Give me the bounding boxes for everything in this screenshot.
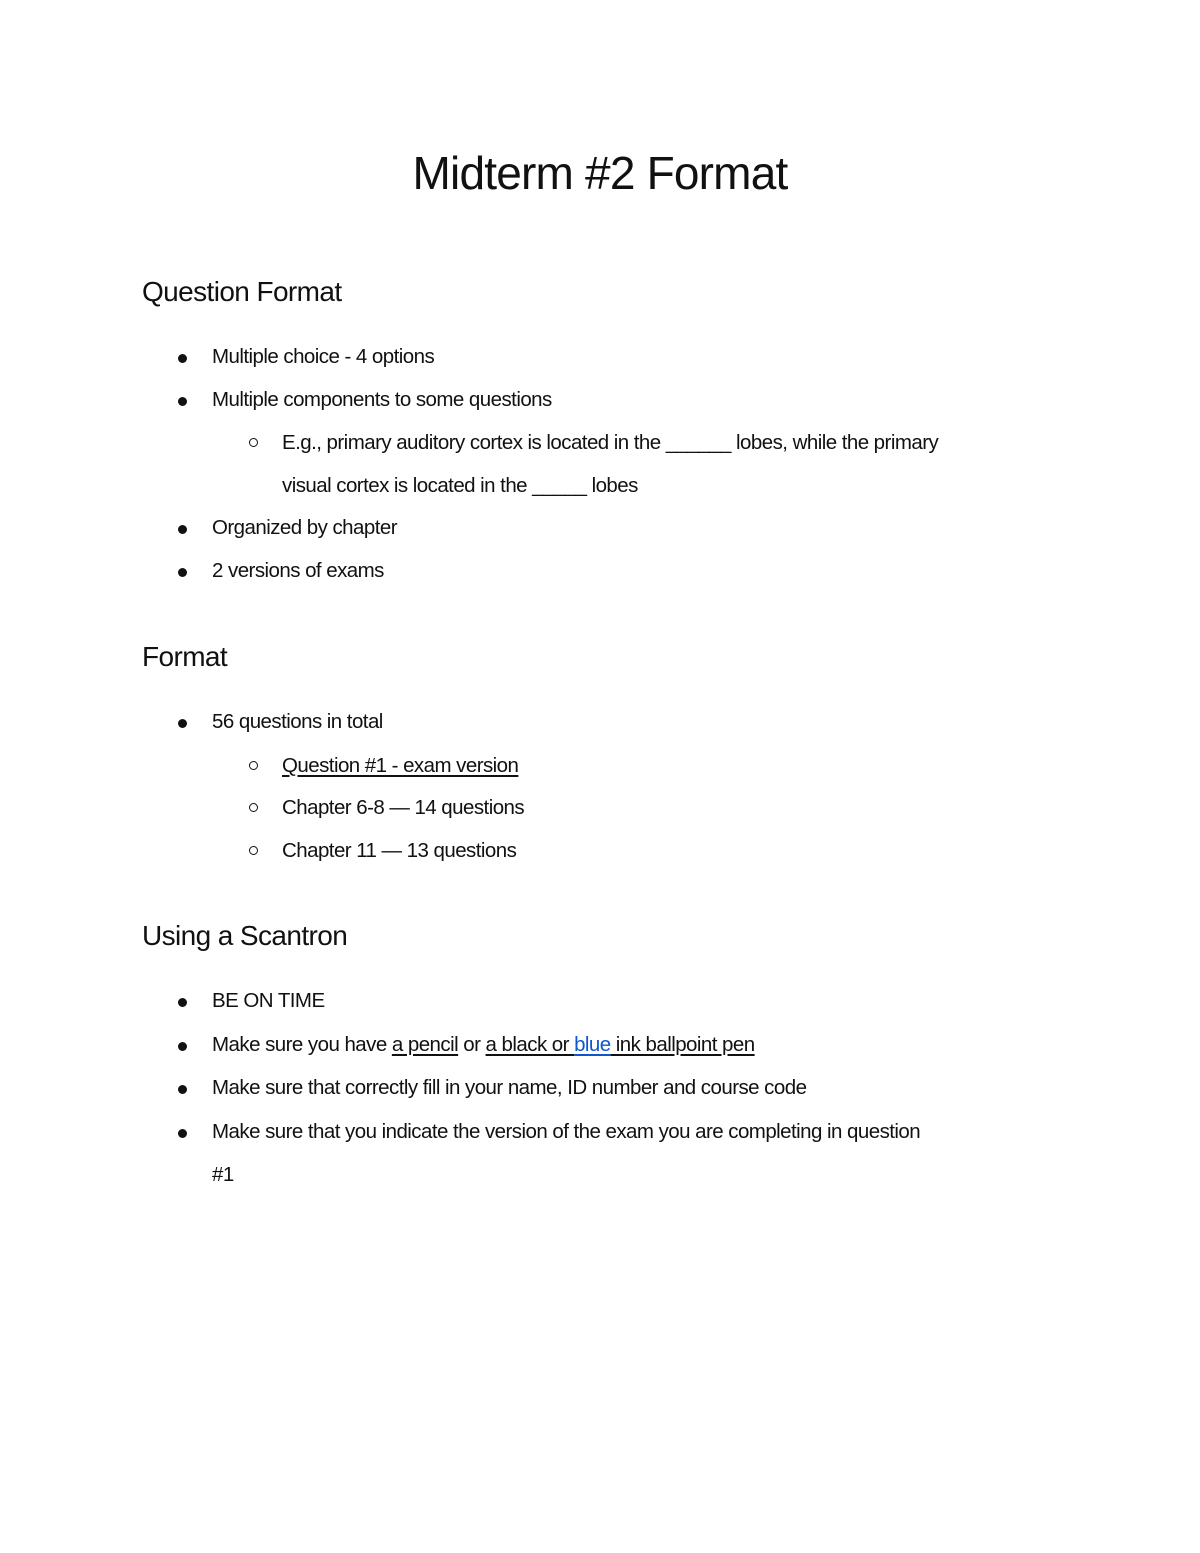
text: Make sure you have	[212, 1033, 392, 1056]
page-title: Midterm #2 Format	[412, 147, 788, 199]
bullet-icon	[178, 525, 187, 534]
link-black-pen[interactable]: a black or	[485, 1033, 575, 1056]
link-pencil[interactable]: a pencil	[391, 1033, 459, 1056]
sub-list-item: Chapter 11 — 13 questions	[282, 839, 517, 862]
heading-question-format: Question Format	[142, 276, 342, 307]
list-item: BE ON TIME	[212, 989, 325, 1012]
bullet-icon	[178, 568, 187, 577]
sub-list-item: E.g., primary auditory cortex is located in the ______ lobes, while the primary	[282, 431, 939, 454]
bullet-icon	[178, 719, 187, 728]
list-item: 56 questions in total	[212, 710, 383, 733]
text: or	[458, 1033, 486, 1056]
circle-bullet-icon	[249, 438, 258, 447]
bullet-icon	[178, 397, 187, 406]
list-item-pen	[212, 1033, 755, 1057]
list-item: Multiple choice - 4 options	[212, 345, 435, 368]
bullet-icon	[178, 998, 187, 1007]
bullet-icon	[178, 1085, 187, 1094]
circle-bullet-icon	[249, 761, 258, 770]
list-item: 2 versions of exams	[212, 559, 384, 582]
list-item: Multiple components to some questions	[212, 388, 552, 411]
sub-list-item-link[interactable]: Question #1 - exam version	[282, 754, 519, 777]
link-blue[interactable]: blue	[574, 1033, 611, 1056]
bullet-icon	[178, 1042, 187, 1051]
circle-bullet-icon	[249, 803, 258, 812]
link-ink-ballpoint-pen[interactable]: ink ballpoint pen	[610, 1033, 755, 1056]
heading-format: Format	[142, 641, 228, 672]
bullet-icon	[178, 1129, 187, 1138]
heading-using-a-scantron: Using a Scantron	[142, 920, 348, 951]
sub-list-item: Chapter 6-8 — 14 questions	[282, 796, 525, 819]
sub-list-item-continued: visual cortex is located in the _____ lobes	[282, 474, 638, 497]
list-item: Make sure that correctly fill in your name, ID number and course code	[212, 1076, 807, 1099]
list-item: Organized by chapter	[212, 516, 398, 539]
list-item: Make sure that you indicate the version of the exam you are completing in question	[212, 1120, 921, 1143]
list-item-continued: #1	[212, 1163, 234, 1186]
circle-bullet-icon	[249, 846, 258, 855]
bullet-icon	[178, 354, 187, 363]
